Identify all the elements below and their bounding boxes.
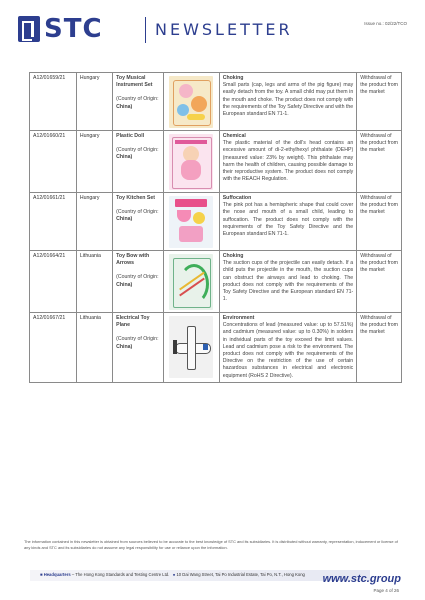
risk-description: The suction cups of the projectile can easily detach. If a child puts the projectile in the mouth, the suction cups can obstruct the airways and lead to choking. The product does not comply with the requirements of the Toy Safety Directive and the European standard EN 71-1.	[222, 260, 354, 303]
hq-address: 10 Dai Wang Street, Tai Po Industrial Estate, Tai Po, N.T., Hong Kong	[176, 572, 305, 577]
location-pin-icon: ●	[172, 572, 176, 577]
issue-number: Issue no.: 02/22/TCO	[364, 21, 407, 26]
risk-description: The plastic material of the doll's head contains an excessive amount of di-2-ethylhexyl phthalate (DEHP) (measured value: 23% by weight). This phthalate may harm the health of children, causing possible damage to their reproductive system. The product does not comply with the REACH Regulation.	[222, 140, 354, 183]
risk-cell	[219, 73, 357, 131]
risk-cell	[219, 251, 357, 313]
product-cell	[113, 193, 164, 251]
product-cell	[113, 251, 164, 313]
stc-logo	[18, 14, 103, 44]
newsletter-header	[0, 0, 425, 62]
hq-company: – The Hong Kong Standards and Testing Centre Ltd.	[71, 572, 170, 577]
product-name: Toy Kitchen Set	[116, 195, 155, 201]
footer-bar	[0, 560, 425, 600]
product-recall-table	[29, 72, 402, 383]
table-row	[30, 131, 402, 193]
disclaimer-text: The information contained in this newsletter is obtained from sources believed to be accurate to the best knowledge of STC and its subsidiaries. It is distributed without warranty, representation, inducement or license of any kinds and STC and its subsidiaries do not assume any legal responsibility for use or reliance upon the information.	[24, 539, 398, 550]
country-cell: Hungary	[76, 73, 112, 131]
origin-label: (Country of Origin: China)	[116, 147, 159, 161]
risk-cell	[219, 193, 357, 251]
website-link[interactable]: www.stc.group	[322, 573, 401, 585]
reference-cell: A12/01660/21	[30, 131, 77, 193]
product-name: Toy Musical Instrument Set	[116, 75, 153, 89]
risk-type: Choking	[222, 75, 244, 81]
origin-label: (Country of Origin: China)	[116, 96, 159, 110]
country-cell: Hungary	[76, 131, 112, 193]
product-photo-cell	[164, 131, 219, 193]
table-row	[30, 73, 402, 131]
product-photo-plastic-doll	[169, 134, 213, 190]
risk-type: Environment	[222, 315, 255, 321]
risk-description: The pink pot has a hemispheric shape that could cover the nose and mouth of a small child, leading to suffocation. The product does not comply with the requirements of the Toy Safety Directive and the European standard EN 71-1.	[222, 202, 354, 238]
origin-value: China)	[116, 281, 133, 288]
product-photo-cell	[164, 251, 219, 313]
country-cell: Lithuania	[76, 313, 112, 383]
origin-label: (Country of Origin: China)	[116, 274, 159, 288]
risk-description: Small parts (cap, legs and arms of the pig figure) may easily detach from the toy. A small child may put them in the mouth and choke. The product does not comply with the requirements of the Toy Safety Directive and with the European standard EN 71-1.	[222, 82, 354, 118]
page-number: Page 4 of 26	[373, 588, 399, 593]
product-name: Plastic Doll	[116, 133, 145, 139]
risk-cell	[219, 313, 357, 383]
table-row	[30, 193, 402, 251]
headquarters-line	[40, 572, 305, 577]
table-row	[30, 313, 402, 383]
origin-value: China)	[116, 103, 133, 110]
product-photo-bow-with-arrows	[169, 254, 213, 310]
risk-cell	[219, 131, 357, 193]
risk-description: Concentrations of lead (measured value: up to 57.51%) and cadmium (measured value: up to 0.30%) in solders in individual parts of the toy exceed the limit values. Lead and cadmium pose a risk to the environment. The product does not comply with the requirements of the Directive on the restriction of the use of certain hazardous substances in electrical and electronic equipment (RoHS 2 Directive).	[222, 322, 354, 379]
measure-cell: Withdrawal of the product from the market	[357, 251, 402, 313]
reference-cell: A12/01667/21	[30, 313, 77, 383]
risk-type: Chemical	[222, 133, 246, 139]
building-icon: ■	[40, 572, 43, 577]
table-row	[30, 251, 402, 313]
product-cell	[113, 313, 164, 383]
product-photo-kitchen-set	[169, 196, 213, 248]
measure-cell: Withdrawal of the product from the market	[357, 193, 402, 251]
brand-name: STC	[44, 14, 103, 44]
risk-type: Suffocation	[222, 195, 252, 201]
hq-label: Headquarters	[43, 572, 71, 577]
product-cell	[113, 131, 164, 193]
product-name: Electrical Toy Plane	[116, 315, 150, 329]
product-photo-musical-instrument-set	[169, 76, 213, 128]
product-name: Toy Bow with Arrows	[116, 253, 150, 267]
origin-value: China)	[116, 154, 133, 161]
product-photo-cell	[164, 313, 219, 383]
reference-cell: A12/01661/21	[30, 193, 77, 251]
measure-cell: Withdrawal of the product from the market	[357, 73, 402, 131]
country-cell: Lithuania	[76, 251, 112, 313]
country-cell: Hungary	[76, 193, 112, 251]
product-photo-cell	[164, 193, 219, 251]
risk-type: Choking	[222, 253, 244, 259]
product-photo-cell	[164, 73, 219, 131]
reference-cell: A12/01664/21	[30, 251, 77, 313]
reference-cell: A12/01659/21	[30, 73, 77, 131]
origin-label: (Country of Origin: China)	[116, 336, 159, 350]
origin-value: China)	[116, 343, 133, 350]
newsletter-title: NEWSLETTER	[155, 20, 293, 39]
origin-value: China)	[116, 216, 133, 223]
measure-cell: Withdrawal of the product from the market	[357, 313, 402, 383]
product-photo-electrical-toy-plane	[169, 316, 213, 378]
product-cell	[113, 73, 164, 131]
header-divider	[145, 17, 146, 43]
origin-label: (Country of Origin: China)	[116, 209, 159, 223]
stc-logo-icon	[18, 16, 40, 42]
measure-cell: Withdrawal of the product from the market	[357, 131, 402, 193]
